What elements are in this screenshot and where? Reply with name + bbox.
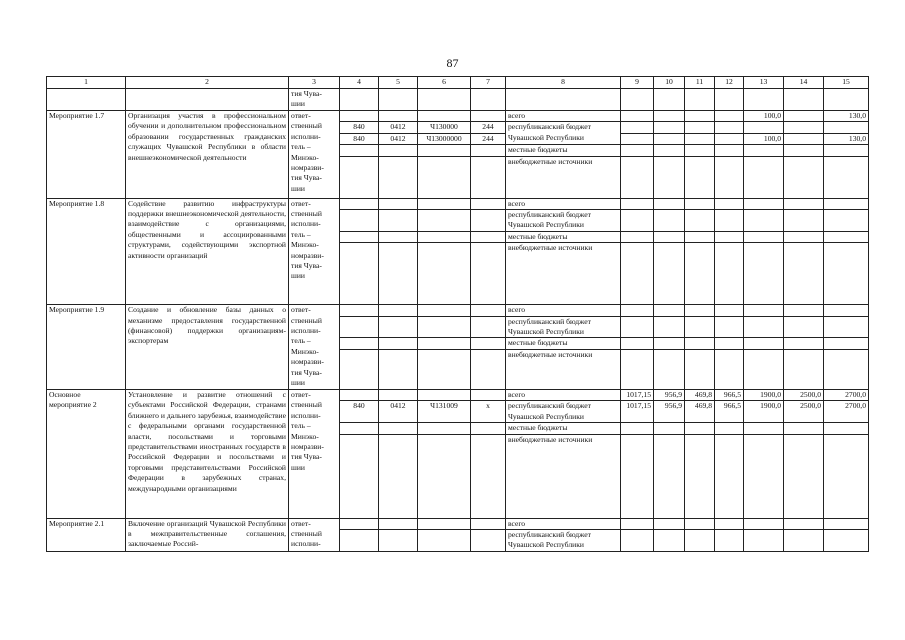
column-header: 1 xyxy=(47,77,126,89)
activity-label: Основное мероприятие 2 xyxy=(47,389,126,518)
value-cell: 966,5 xyxy=(715,389,744,400)
source-cell: местные бюджеты xyxy=(506,145,621,156)
source-cell: внебюджетные источники xyxy=(506,156,621,198)
table-row xyxy=(47,89,869,111)
value-cell: 0412 xyxy=(379,122,418,133)
value-cell: Ч130000 xyxy=(418,122,471,133)
source-cell: внебюджетные источники xyxy=(506,434,621,518)
value-cell: 2500,0 xyxy=(784,401,824,423)
value-cell: 966,5 xyxy=(715,401,744,423)
column-header: 9 xyxy=(621,77,654,89)
value-cell: 100,0 xyxy=(744,133,784,144)
column-header: 11 xyxy=(685,77,715,89)
column-header-row xyxy=(47,77,869,89)
column-header: 10 xyxy=(654,77,685,89)
column-header: 13 xyxy=(744,77,784,89)
column-header: 2 xyxy=(126,77,289,89)
value-cell: 2700,0 xyxy=(824,389,869,400)
program-table xyxy=(46,76,869,552)
value-cell: 2700,0 xyxy=(824,401,869,423)
value-cell: 2500,0 xyxy=(784,389,824,400)
table-row xyxy=(47,198,869,209)
value-cell: 244 xyxy=(471,133,506,144)
table-row xyxy=(47,305,869,316)
column-header: 5 xyxy=(379,77,418,89)
value-cell: Ч131009 xyxy=(418,401,471,423)
value-cell: 0412 xyxy=(379,133,418,144)
activity-label: Мероприятие 1.9 xyxy=(47,305,126,390)
column-header: 6 xyxy=(418,77,471,89)
table-row xyxy=(47,518,869,529)
source-cell: местные бюджеты xyxy=(506,338,621,349)
value-cell: 840 xyxy=(340,401,379,423)
value-cell: 130,0 xyxy=(824,133,869,144)
executor-cell: ответ- ственный исполни- тель – Минэко- номразви- тия Чува- шии xyxy=(289,305,340,390)
value-cell: 130,0 xyxy=(824,111,869,122)
activity-description: Создание и обновление базы данных о механизме предоставления государственной (финансовой) поддержки организациям-экспортерам xyxy=(126,305,289,390)
column-header: 15 xyxy=(824,77,869,89)
source-cell: республиканский бюджет Чувашской Республики xyxy=(506,529,621,551)
column-header: 12 xyxy=(715,77,744,89)
value-cell: 0412 xyxy=(379,401,418,423)
value-cell: 956,9 xyxy=(654,389,685,400)
executor-cell: ответ- ственный исполни- тель – Минэко- номразви- тия Чува- шии xyxy=(289,389,340,518)
activity-label: Мероприятие 1.8 xyxy=(47,198,126,305)
source-cell: местные бюджеты xyxy=(506,423,621,434)
activity-label: Мероприятие 1.7 xyxy=(47,111,126,199)
source-cell: всего xyxy=(506,305,621,316)
value-cell: 1900,0 xyxy=(744,401,784,423)
activity-description: Содействие развитию инфраструктуры поддержки внешнеэкономической деятельности, взаимодействие с организациями, общественными и ассоциированными структурами, содействующими экспортной активности организаций xyxy=(126,198,289,305)
value-cell: 100,0 xyxy=(744,111,784,122)
source-cell: всего xyxy=(506,518,621,529)
source-cell: всего xyxy=(506,111,621,122)
source-cell: всего xyxy=(506,198,621,209)
source-cell: внебюджетные источники xyxy=(506,243,621,305)
value-cell: 469,8 xyxy=(685,401,715,423)
source-cell: республиканский бюджет Чувашской Республики xyxy=(506,316,621,338)
activity-description: Включение организаций Чувашской Республики в межправительственные соглашения, заключаемые Россий- xyxy=(126,518,289,551)
activity-description: Организация участия в профессиональном обучении и дополнительном профессиональном образовании государственных гражданских служащих Чувашской Республики в области внешнеэкономической деятельности xyxy=(126,111,289,199)
column-header: 8 xyxy=(506,77,621,89)
source-cell: республиканский бюджет Чувашской Республики xyxy=(506,401,621,423)
executor-cell: ответ- ственный исполни- xyxy=(289,518,340,551)
executor-cell: тия Чува- шии xyxy=(289,89,340,111)
source-cell: внебюджетные источники xyxy=(506,349,621,389)
source-cell: всего xyxy=(506,389,621,400)
source-cell: республиканский бюджет Чувашской Республики xyxy=(506,122,621,145)
executor-cell: ответ- ственный исполни- тель – Минэко- номразви- тия Чува- шии xyxy=(289,111,340,199)
value-cell: 840 xyxy=(340,133,379,144)
column-header: 4 xyxy=(340,77,379,89)
column-header: 14 xyxy=(784,77,824,89)
value-cell: x xyxy=(471,401,506,423)
value-cell: 1017,15 xyxy=(621,401,654,423)
page-number: 87 xyxy=(446,56,459,70)
value-cell: 956,9 xyxy=(654,401,685,423)
column-header: 7 xyxy=(471,77,506,89)
table-row xyxy=(47,111,869,122)
value-cell: 840 xyxy=(340,122,379,133)
value-cell: 469,8 xyxy=(685,389,715,400)
value-cell: 244 xyxy=(471,122,506,133)
activity-label: Мероприятие 2.1 xyxy=(47,518,126,551)
activity-description: Установление и развитие отношений с субъектами Российской Федерации, странами ближнего и дальнего зарубежья, взаимодействие с федеральными органами государственной власти, посольствами и торговыми представительствами иностранных государств в Российской Федерации и посольствами и торговыми представительствами Российской Федерации в зарубежных странах, международными организациями xyxy=(126,389,289,518)
value-cell: 1017,15 xyxy=(621,389,654,400)
table-row xyxy=(47,389,869,400)
source-cell: местные бюджеты xyxy=(506,231,621,242)
value-cell: 1900,0 xyxy=(744,389,784,400)
executor-cell: ответ- ственный исполни- тель – Минэко- номразви- тия Чува- шии xyxy=(289,198,340,305)
source-cell: республиканский бюджет Чувашской Республики xyxy=(506,210,621,232)
value-cell: Ч13000000 xyxy=(418,133,471,144)
column-header: 3 xyxy=(289,77,340,89)
